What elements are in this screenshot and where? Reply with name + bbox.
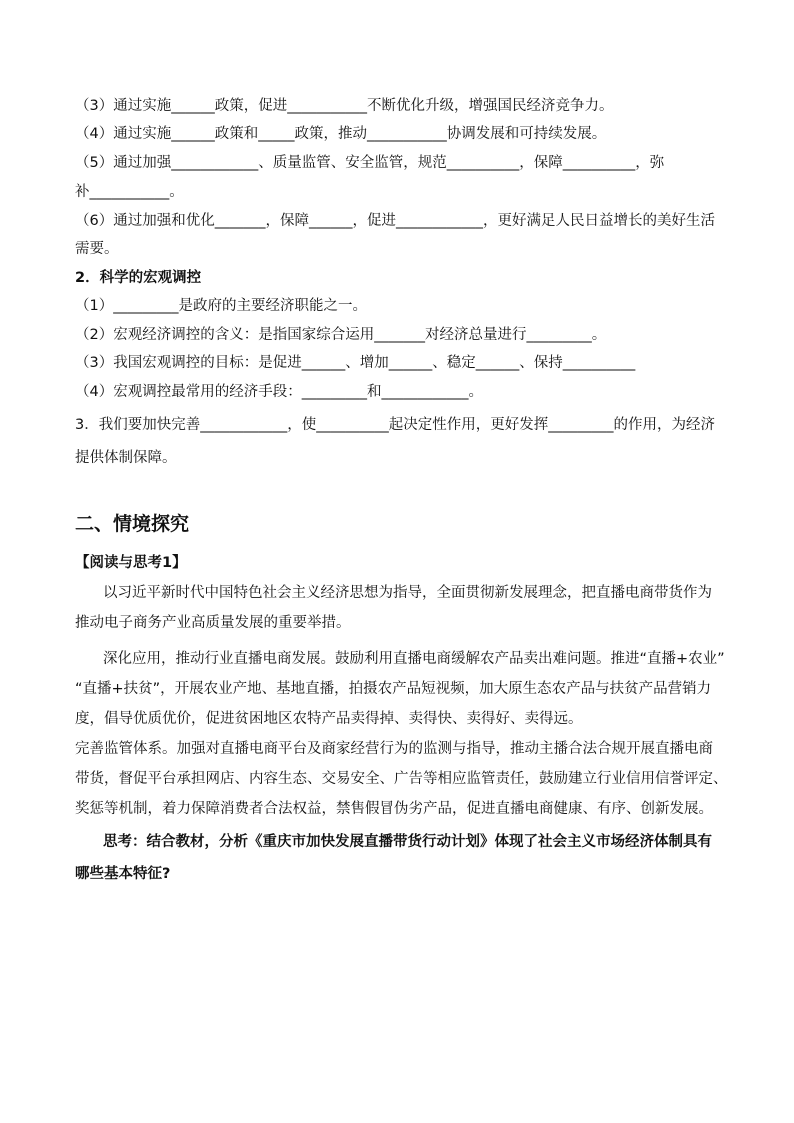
macro-item-1: （1）_________是政府的主要经济职能之一。 — [75, 298, 367, 314]
item-3-system-line: 3．我们要加快完善____________，使__________起决定性作用，更好发挥_________的作用，为经济 — [75, 417, 715, 433]
item-6-line: （6）通过加强和优化_______，保障______，促进____________，更好满足人民日益增长的美好生活 — [75, 213, 715, 229]
para2-line3: 度，倡导优质优价，促进贫困地区农特产品卖得掉、卖得快、卖得好、卖得远。 — [75, 711, 583, 727]
section-title: 二、情境探究 — [75, 513, 190, 535]
item-3-system-line-cont: 提供体制保障。 — [75, 450, 177, 466]
item-5-line: （5）通过加强____________、质量监管、安全监管，规范__________，保障__________，弥 — [75, 155, 665, 171]
item-4-line: （4）通过实施______政策和_____政策，推动___________协调发展和可持续发展。 — [75, 126, 607, 142]
para3-line2: 带货，督促平台承担网店、内容生态、交易安全、广告等相应监管责任，鼓励建立行业信用信誉评定、 — [75, 771, 728, 787]
para2-line2: “直播+扶贫”，开展农业产地、基地直播，拍摄农产品短视频，加大原生态农产品与扶贫产品营销力 — [75, 681, 712, 697]
item-3-line: （3）通过实施______政策，促进___________不断优化升级，增强国民经济竞争力。 — [75, 98, 614, 114]
macro-item-4: （4）宏观调控最常用的经济手段：_________和____________。 — [75, 384, 483, 400]
macro-item-3: （3）我国宏观调控的目标：是促进______、增加______、稳定______、保持__________ — [75, 355, 636, 371]
macro-item-2: （2）宏观经济调控的含义：是指国家综合运用_______对经济总量进行_________。 — [75, 327, 607, 343]
reading-label: 【阅读与思考1】 — [75, 555, 187, 571]
para1-line2: 推动电子商务产业高质量发展的重要举措。 — [75, 615, 351, 631]
item-5-line-cont: 补___________。 — [75, 184, 184, 200]
item-6-line-cont: 需要。 — [75, 241, 119, 257]
think-question-line2: 哪些基本特征? — [75, 866, 171, 882]
para1-line1: 以习近平新时代中国特色社会主义经济思想为指导，全面贯彻新发展理念，把直播电商带货作为 — [103, 585, 712, 601]
think-question-line1: 思考：结合教材，分析《重庆市加快发展直播带货行动计划》体现了社会主义市场经济体制具有 — [103, 834, 712, 850]
para3-line1: 完善监管体系。加强对直播电商平台及商家经营行为的监测与指导，推动主播合法合规开展直播电商 — [75, 741, 713, 757]
para3-line3: 奖惩等机制，着力保障消费者合法权益，禁售假冒伪劣产品，促进直播电商健康、有序、创新发展。 — [75, 801, 713, 817]
heading-macro-control: 2．科学的宏观调控 — [75, 270, 202, 286]
para2-line1: 深化应用，推动行业直播电商发展。鼓励利用直播电商缓解农产品卖出难问题。推进“直播+农业” — [103, 651, 725, 667]
